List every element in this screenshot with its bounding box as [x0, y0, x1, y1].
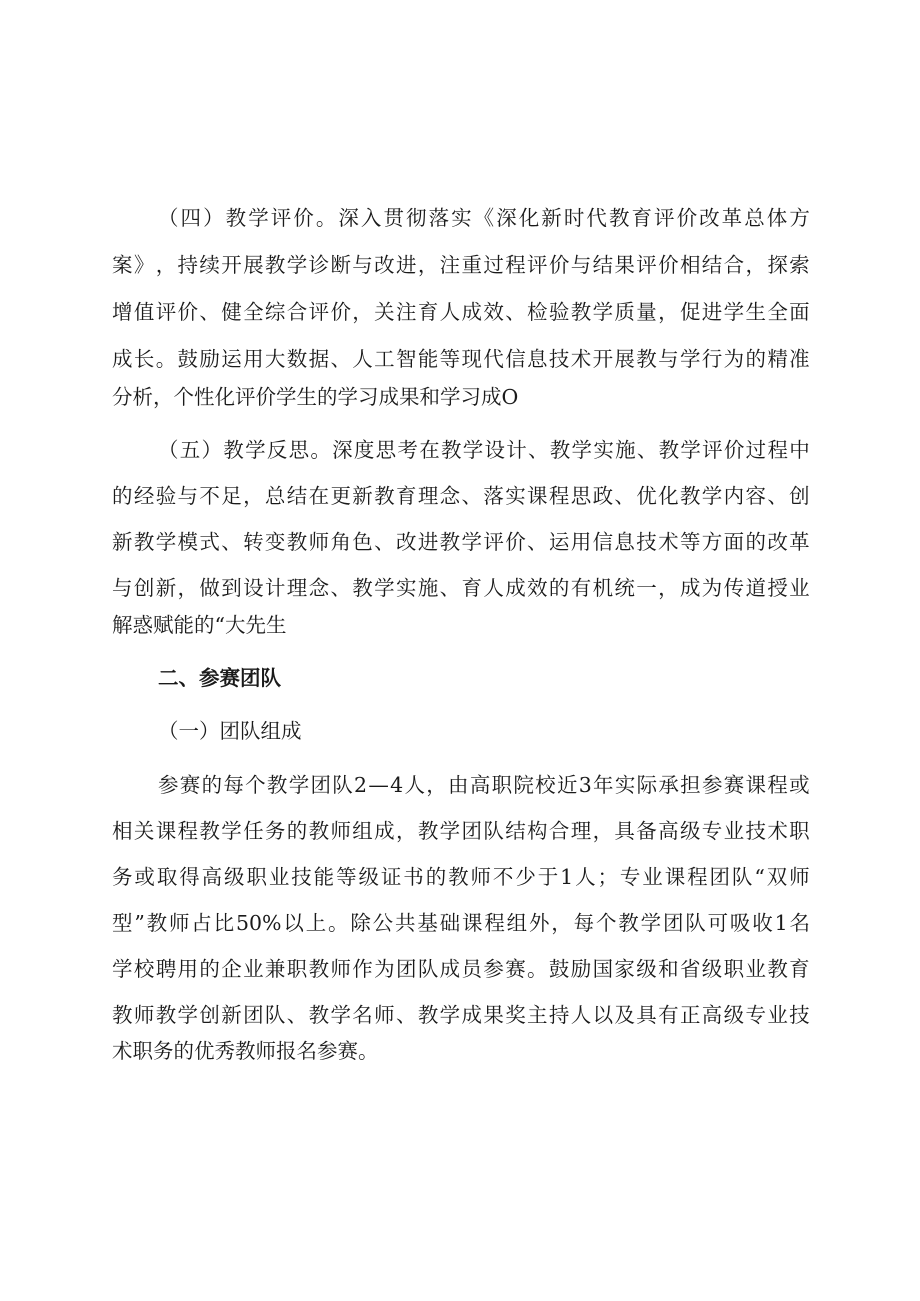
text-line: 与 创 新 ， 做 到 设 计 理 念 、 教 学 实 施 、 育 人 成 效 的 有 机 统 一 ， 成 为 传 道 授 业	[112, 576, 810, 600]
text-line: 务 或 取 得 高 级 职 业 技 能 等 级 证 书 的 教 师 不 少 于 1 人 ； 专 业 课 程 团 队 “ 双 师	[112, 865, 810, 889]
text-line: 增 值 评 价 、 健 全 综 合 评 价 ， 关 注 育 人 成 效 、 检 验 教 学 质 量 ， 促 进 学 生 全 面	[112, 300, 810, 324]
text-line: （ 四 ） 教 学 评 价 。 深 入 贯 彻 落 实 《 深 化 新 时 代 教 育 评 价 改 革 总 体 方	[158, 206, 810, 230]
text-line: 的 经 验 与 不 足 ， 总 结 在 更 新 教 育 理 念 、 落 实 课 程 思 政 、 优 化 教 学 内 容 、 创	[112, 484, 810, 508]
text-line: 型 ” 教 师 占 比 50% 以 上 。 除 公 共 基 础 课 程 组 外 ， 每 个 教 学 团 队 可 吸 收 1 名	[112, 911, 810, 935]
text-line: 术职务的优秀教师报名参赛。	[112, 1039, 379, 1063]
text-line: 新 教 学 模 式 、 转 变 教 师 角 色 、 改 进 教 学 评 价 、 运 用 信 息 技 术 等 方 面 的 改 革	[112, 530, 810, 554]
subsection-heading: （一）团队组成	[158, 719, 302, 743]
text-line: 学 校 聘 用 的 企 业 兼 职 教 师 作 为 团 队 成 员 参 赛 。 鼓 励 国 家 级 和 省 级 职 业 教 育	[112, 957, 810, 981]
text-line: 解惑赋能的“大先生	[112, 613, 287, 637]
text-line: 成 长 。 鼓 励 运 用 大 数 据 、 人 工 智 能 等 现 代 信 息 技 术 开 展 教 与 学 行 为 的 精 准	[112, 347, 810, 371]
text-line: 分析，个性化评价学生的学习成果和学习成O	[112, 385, 519, 409]
text-line: （ 五 ） 教 学 反 思 。 深 度 思 考 在 教 学 设 计 、 教 学 实 施 、 教 学 评 价 过 程 中	[158, 438, 810, 462]
text-line: 案 》 ， 持 续 开 展 教 学 诊 断 与 改 进 ， 注 重 过 程 评 价 与 结 果 评 价 相 结 合 ， 探 索	[112, 253, 810, 277]
text-line: 相 关 课 程 教 学 任 务 的 教 师 组 成 ， 教 学 团 队 结 构 合 理 ， 具 备 高 级 专 业 技 术 职	[112, 819, 810, 843]
section-heading: 二、参赛团队	[158, 666, 281, 690]
text-line: 参 赛 的 每 个 教 学 团 队 2 — 4 人 ， 由 高 职 院 校 近 3 年 实 际 承 担 参 赛 课 程 或	[158, 773, 810, 797]
text-line: 教 师 教 学 创 新 团 队 、 教 学 名 师 、 教 学 成 果 奖 主 持 人 以 及 具 有 正 高 级 专 业 技	[112, 1003, 810, 1027]
